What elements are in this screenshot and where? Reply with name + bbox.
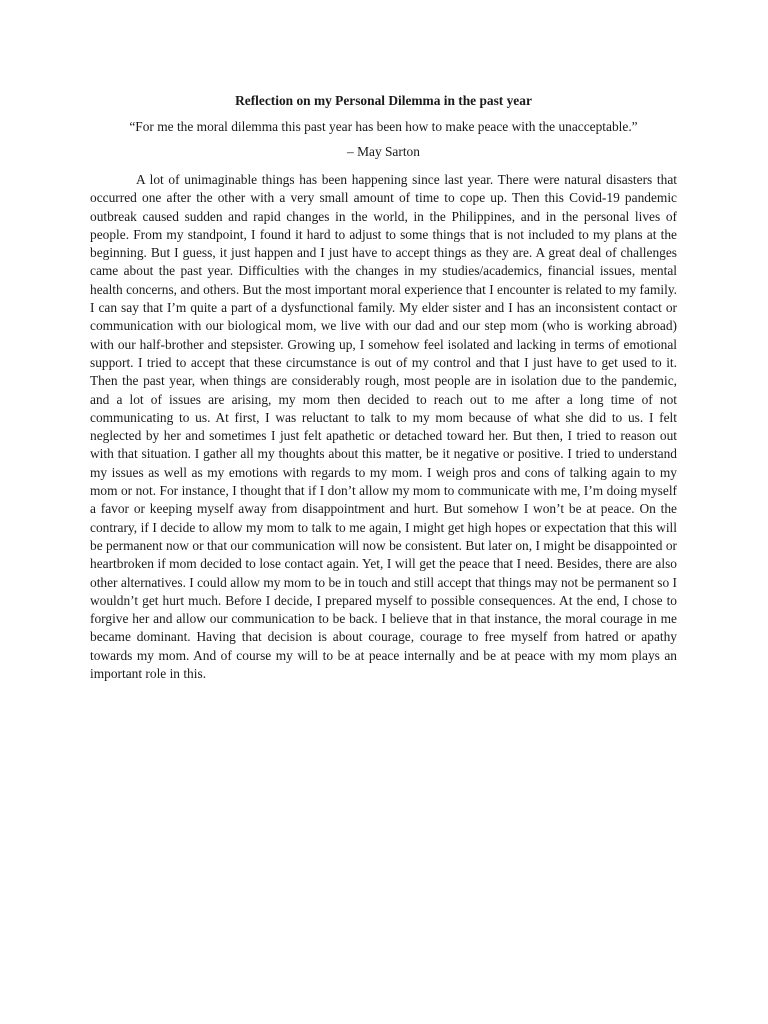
epigraph-author: – May Sarton <box>347 144 420 159</box>
document-title: Reflection on my Personal Dilemma in the past year <box>235 93 532 108</box>
body-paragraph: A lot of unimaginable things has been happening since last year. There were natural disasters that occurred one after the other with a very small amount of time to cope up. Then this Covid-19 pandemic outbreak caused sudden and rapid changes in the world, in the Philippines, and in the personal lives of people. From my standpoint, I found it hard to adjust to some things that is not included to my plans at the beginning. But I guess, it just happen and I just have to accept things as they are. A great deal of challenges came about the past year. Difficulties with the changes in my studies/academics, financial issues, mental health concerns, and others. But the most important moral experience that I encounter is related to my family. I can say that I’m quite a part of a dysfunctional family. My elder sister and I has an inconsistent contact or communication with our biological mom, we live with our dad and our step mom (who is working abroad) with our half-brother and stepsister. Growing up, I somehow feel isolated and lacking in terms of emotional support. I tried to accept that these circumstance is out of my control and that I just have to get used to it. Then the past year, when things are considerably rough, most people are in isolation due to the pandemic, and a lot of issues are arising, my mom then decided to reach out to me after a long time of not communicating to us. At first, I was reluctant to talk to my mom because of what she did to us. I felt neglected by her and sometimes I just felt apathetic or detached toward her. But then, I tried to reason out with that situation. I gather all my thoughts about this matter, be it negative or positive. I tried to understand my issues as well as my emotions with regards to my mom. I weigh pros and cons of talking again to my mom or not. For instance, I thought that if I don’t allow my mom to communicate with me, I’m doing myself a favor or keeping myself away from disappointment and hurt. But somehow I won’t be at peace. On the contrary, if I decide to allow my mom to talk to me again, I might get high hopes or expectation that this will be permanent now or that our communication will now be consistent. But later on, I might be disappointed or heartbroken if mom decided to lose contact again. Yet, I will get the peace that I need. Besides, there are also other alternatives. I could allow my mom to be in touch and still accept that things may not be permanent so I wouldn’t get hurt much. Before I decide, I prepared myself to possible consequences. At the end, I chose to forgive her and allow our communication to be back. I believe that in that instance, the moral courage in me became dominant. Having that decision is about courage, courage to free myself from hatred or apathy towards my mom. And of course my will to be at peace internally and be at peace with my mom plays an important role in this. <box>90 172 677 682</box>
document-content <box>90 92 677 683</box>
epigraph-quote: “For me the moral dilemma this past year has been how to make peace with the unacceptable.” <box>129 119 638 134</box>
